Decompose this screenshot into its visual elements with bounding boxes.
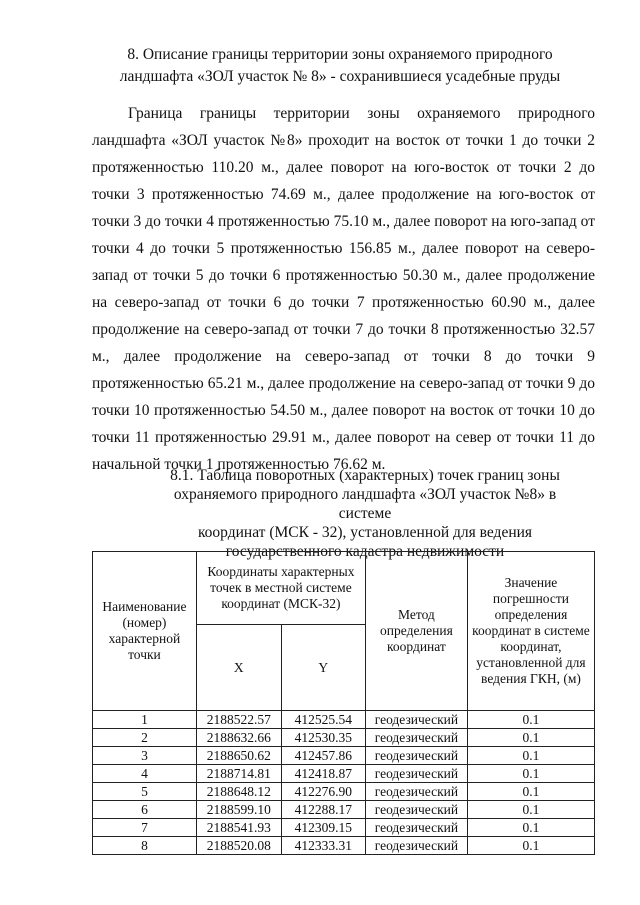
cell-point-number: 8 xyxy=(93,837,197,855)
header-error: Значение погрешности определения координат в системе координат, установленной для ведения ГКН, (м) xyxy=(467,552,594,711)
cell-method: геодезический xyxy=(365,801,467,819)
cell-method: геодезический xyxy=(365,819,467,837)
header-y: Y xyxy=(281,625,365,711)
cell-method: геодезический xyxy=(365,711,467,729)
section-title-line2: ландшафта «ЗОЛ участок № 8» - сохранившиеся усадебные пруды xyxy=(119,68,561,85)
table-title-line1: 8.1. Таблица поворотных (характерных) точек границ зоны xyxy=(170,467,560,484)
cell-error: 0.1 xyxy=(467,837,594,855)
table-row xyxy=(93,765,595,783)
boundary-description-text: Граница границы территории зоны охраняемого природного ландшафта «ЗОЛ участок №8» проходит на восток от точки 1 до точки 2 протяженностью 110.20 м., далее поворот на юго-восток от точки 2 до точки 3 протяженностью 74.69 м., далее продолжение на юго-восток от точки 3 до точки 4 протяженностью 75.10 м., далее поворот на юго-запад от точки 4 до точки 5 протяженностью 156.85 м., далее поворот на северо-запад от точки 5 до точки 6 протяженностью 50.30 м., далее продолжение на северо-запад от точки 6 до точки 7 протяженностью 60.90 м., далее продолжение на северо-запад от точки 7 до точки 8 протяженностью 32.57 м., далее продолжение на северо-запад от точки 8 до точки 9 протяженностью 65.21 м., далее продолжение на северо-запад от точки 9 до точки 10 протяженностью 54.50 м., далее поворот на восток от точки 10 до точки 11 протяженностью 29.91 м., далее поворот на север от точки 11 до начальной точки 1 протяженностью 76.62 м. xyxy=(92,105,595,473)
table-row xyxy=(93,747,595,765)
cell-point-number: 4 xyxy=(93,765,197,783)
cell-error: 0.1 xyxy=(467,729,594,747)
cell-method: геодезический xyxy=(365,729,467,747)
table-row xyxy=(93,819,595,837)
table-title-line4: государственного кадастра недвижимости xyxy=(225,543,505,560)
cell-x: 2188650.62 xyxy=(196,747,281,765)
header-point-name: Наименование (номер) характерной точки xyxy=(93,552,197,711)
table-body xyxy=(93,711,595,855)
cell-point-number: 1 xyxy=(93,711,197,729)
cell-y: 412457.86 xyxy=(281,747,365,765)
cell-method: геодезический xyxy=(365,783,467,801)
cell-y: 412418.87 xyxy=(281,765,365,783)
header-x: X xyxy=(196,625,281,711)
cell-error: 0.1 xyxy=(467,747,594,765)
table-row xyxy=(93,783,595,801)
cell-error: 0.1 xyxy=(467,711,594,729)
cell-point-number: 3 xyxy=(93,747,197,765)
cell-error: 0.1 xyxy=(467,819,594,837)
header-method: Метод определения координат xyxy=(365,552,467,711)
cell-y: 412525.54 xyxy=(281,711,365,729)
cell-x: 2188599.10 xyxy=(196,801,281,819)
cell-point-number: 5 xyxy=(93,783,197,801)
cell-method: геодезический xyxy=(365,765,467,783)
cell-method: геодезический xyxy=(365,837,467,855)
cell-error: 0.1 xyxy=(467,783,594,801)
table-title-line2: охраняемого природного ландшафта «ЗОЛ участок №8» в системе xyxy=(173,486,557,522)
coordinates-table xyxy=(92,551,595,855)
cell-y: 412288.17 xyxy=(281,801,365,819)
cell-point-number: 6 xyxy=(93,801,197,819)
cell-x: 2188541.93 xyxy=(196,819,281,837)
cell-point-number: 7 xyxy=(93,819,197,837)
section-title xyxy=(100,44,580,88)
cell-y: 412309.15 xyxy=(281,819,365,837)
boundary-description xyxy=(92,100,595,478)
table-row xyxy=(93,729,595,747)
cell-point-number: 2 xyxy=(93,729,197,747)
cell-x: 2188714.81 xyxy=(196,765,281,783)
cell-y: 412333.31 xyxy=(281,837,365,855)
cell-x: 2188648.12 xyxy=(196,783,281,801)
cell-x: 2188632.66 xyxy=(196,729,281,747)
table-row xyxy=(93,711,595,729)
table-title-line3: координат (МСК - 32), установленной для ведения xyxy=(197,524,533,541)
section-title-line1: 8. Описание границы территории зоны охраняемого природного xyxy=(127,46,553,63)
table-row xyxy=(93,801,595,819)
cell-error: 0.1 xyxy=(467,765,594,783)
cell-y: 412530.35 xyxy=(281,729,365,747)
cell-y: 412276.90 xyxy=(281,783,365,801)
table-title xyxy=(160,466,570,561)
cell-method: геодезический xyxy=(365,747,467,765)
table-row xyxy=(93,837,595,855)
cell-x: 2188520.08 xyxy=(196,837,281,855)
cell-x: 2188522.57 xyxy=(196,711,281,729)
cell-error: 0.1 xyxy=(467,801,594,819)
header-coordinates: Координаты характерных точек в местной системе координат (МСК-32) xyxy=(196,552,365,625)
